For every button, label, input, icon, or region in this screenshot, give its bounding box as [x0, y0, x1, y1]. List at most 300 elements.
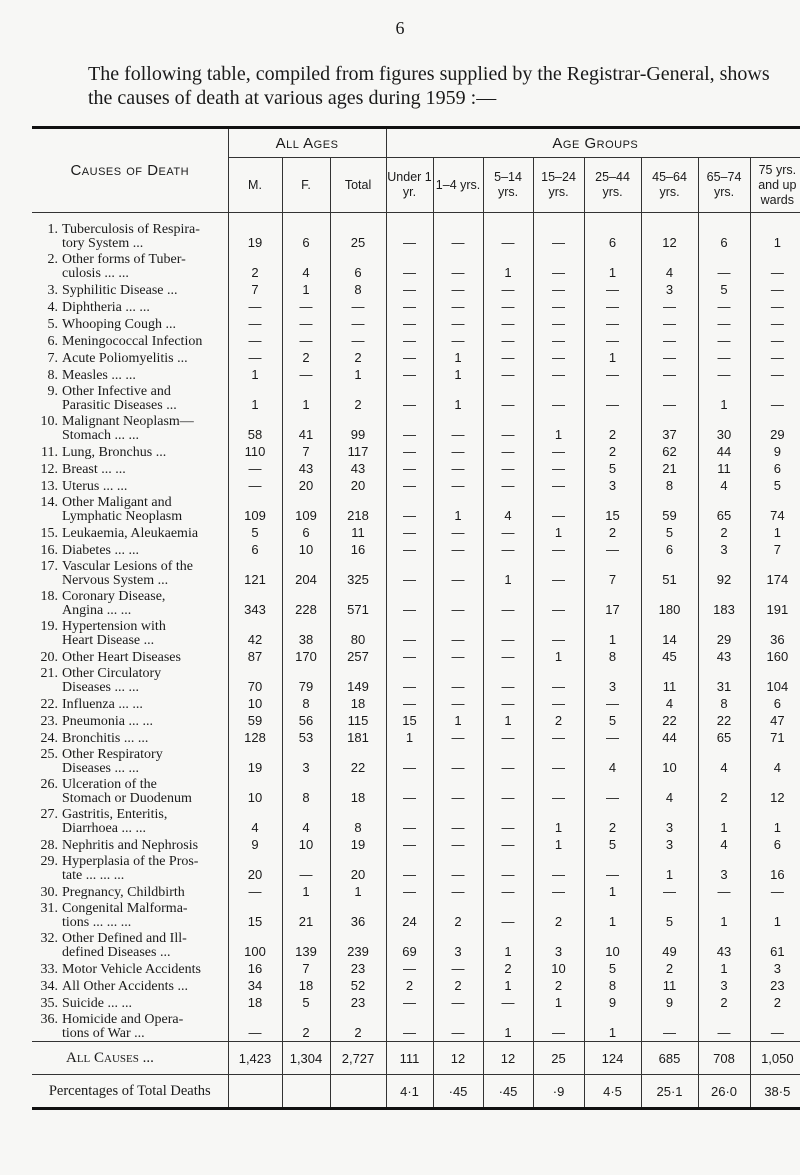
cause-label: Angina ... ...	[62, 604, 132, 618]
value-cell: —	[433, 836, 483, 853]
value-cell: —	[483, 477, 533, 494]
value-cell: 3	[641, 281, 698, 298]
value-cell: —	[386, 460, 433, 477]
value-cell: —	[483, 588, 533, 618]
column-header: F.	[282, 158, 330, 213]
value-cell: —	[386, 332, 433, 349]
value-cell: 109	[228, 494, 282, 524]
cause-cell	[32, 729, 228, 746]
row-number: 11.	[41, 446, 58, 460]
value-cell: 92	[698, 558, 750, 588]
value-cell: 70	[228, 665, 282, 695]
value-cell: —	[533, 349, 584, 366]
value-cell: —	[584, 366, 641, 383]
value-cell: —	[641, 315, 698, 332]
value-cell: 1	[750, 213, 800, 252]
value-cell: 1	[641, 853, 698, 883]
value-cell: 15	[584, 494, 641, 524]
value-cell: —	[282, 366, 330, 383]
row-number: 9.	[47, 385, 58, 399]
value-cell: 36	[330, 900, 386, 930]
value-cell: 20	[330, 477, 386, 494]
value-cell: —	[282, 315, 330, 332]
cause-line	[32, 715, 228, 729]
value-cell: 3	[533, 930, 584, 960]
value-cell: —	[433, 541, 483, 558]
value-cell: —	[386, 695, 433, 712]
value-cell: —	[483, 695, 533, 712]
value-cell: 20	[228, 853, 282, 883]
value-cell: 5	[750, 477, 800, 494]
cause-label: Acute Poliomyelitis ...	[62, 352, 188, 366]
cause-line	[32, 253, 228, 267]
value-cell: 19	[228, 213, 282, 252]
cause-label: Influenza ... ...	[62, 698, 143, 712]
value-cell: —	[750, 883, 800, 900]
value-cell: 6	[282, 524, 330, 541]
value-cell: 87	[228, 648, 282, 665]
value-cell: —	[433, 883, 483, 900]
value-cell: 6	[750, 460, 800, 477]
value-cell: —	[533, 618, 584, 648]
cause-label: Suicide ... ...	[62, 997, 132, 1011]
cause-cell	[32, 213, 228, 252]
value-cell: 6	[282, 213, 330, 252]
value-cell: 44	[698, 443, 750, 460]
cause-label: Congenital Malforma-	[62, 902, 188, 916]
value-cell: 2	[282, 1011, 330, 1042]
value-cell: 80	[330, 618, 386, 648]
cause-line	[32, 732, 228, 746]
value-cell: —	[386, 315, 433, 332]
cause-line	[32, 560, 228, 574]
cause-label: Other Circulatory	[62, 667, 162, 681]
value-cell: 8	[330, 281, 386, 298]
value-cell: 23	[330, 994, 386, 1011]
row-number: 18.	[40, 590, 58, 604]
value-cell: —	[584, 541, 641, 558]
value-cell: 128	[228, 729, 282, 746]
value-cell: —	[228, 332, 282, 349]
row-number: 31.	[40, 902, 58, 916]
value-cell: —	[386, 366, 433, 383]
row-number: 13.	[40, 480, 58, 494]
value-cell: —	[386, 494, 433, 524]
total-value: 12	[433, 1042, 483, 1075]
value-cell: 52	[330, 977, 386, 994]
value-cell: —	[698, 251, 750, 281]
value-cell: 1	[483, 977, 533, 994]
value-cell: 2	[698, 776, 750, 806]
table-row	[32, 494, 800, 524]
value-cell: 5	[584, 836, 641, 853]
value-cell: —	[433, 332, 483, 349]
cause-line	[32, 510, 228, 524]
cause-label: Diseases ... ...	[62, 762, 139, 776]
cause-line	[32, 604, 228, 618]
value-cell: —	[228, 1011, 282, 1042]
cause-label: Other forms of Tuber-	[62, 253, 186, 267]
cause-line	[32, 318, 228, 332]
cause-line	[32, 480, 228, 494]
value-cell: —	[584, 776, 641, 806]
value-cell: 2	[584, 806, 641, 836]
value-cell: —	[483, 746, 533, 776]
row-number: 15.	[40, 527, 58, 541]
cause-line	[32, 748, 228, 762]
cause-line	[32, 335, 228, 349]
value-cell: 16	[750, 853, 800, 883]
value-cell: 110	[228, 443, 282, 460]
cause-label: Ulceration of the	[62, 778, 157, 792]
value-cell: 1	[330, 366, 386, 383]
cause-label: Meningococcal Infection	[62, 335, 203, 349]
value-cell: —	[433, 460, 483, 477]
column-header: 75 yrs. and up wards	[750, 158, 800, 213]
value-cell: —	[433, 213, 483, 252]
value-cell: 8	[330, 806, 386, 836]
cause-line	[32, 681, 228, 695]
value-cell: —	[483, 836, 533, 853]
cause-line	[32, 590, 228, 604]
row-number: 33.	[40, 963, 58, 977]
row-number: 2.	[47, 253, 58, 267]
value-cell: 25	[330, 213, 386, 252]
value-cell: 3	[641, 836, 698, 853]
value-cell: —	[483, 853, 533, 883]
value-cell: 4	[641, 776, 698, 806]
row-number: 1.	[47, 223, 58, 237]
value-cell: 8	[584, 977, 641, 994]
value-cell: —	[533, 383, 584, 413]
cause-label: tate ... ... ...	[62, 869, 125, 883]
row-number: 20.	[40, 651, 58, 665]
value-cell: —	[750, 366, 800, 383]
column-header: Under 1 yr.	[386, 158, 433, 213]
value-cell: 16	[228, 960, 282, 977]
total-value: 111	[386, 1042, 433, 1075]
value-cell: —	[386, 443, 433, 460]
cause-label: Motor Vehicle Accidents	[62, 963, 201, 977]
cause-label: Vascular Lesions of the	[62, 560, 194, 574]
value-cell: —	[386, 524, 433, 541]
value-cell: 12	[641, 213, 698, 252]
value-cell: —	[584, 383, 641, 413]
value-cell: 3	[584, 477, 641, 494]
value-cell: 36	[750, 618, 800, 648]
value-cell: —	[433, 853, 483, 883]
percentage-value: ·9	[533, 1075, 584, 1109]
value-cell: —	[533, 541, 584, 558]
table-row	[32, 836, 800, 853]
value-cell: 4	[698, 746, 750, 776]
value-cell: 71	[750, 729, 800, 746]
value-cell: 24	[386, 900, 433, 930]
table-row	[32, 853, 800, 883]
cause-cell	[32, 836, 228, 853]
cause-line	[32, 223, 228, 237]
table-row	[32, 746, 800, 776]
value-cell: 1	[698, 806, 750, 836]
value-cell: 4	[641, 251, 698, 281]
total-value: 1,304	[282, 1042, 330, 1075]
table-row	[32, 541, 800, 558]
value-cell: —	[433, 298, 483, 315]
cause-label: Lung, Bronchus ...	[62, 446, 167, 460]
cause-cell	[32, 695, 228, 712]
value-cell: —	[533, 251, 584, 281]
table-row	[32, 558, 800, 588]
value-cell: 115	[330, 712, 386, 729]
cause-cell	[32, 383, 228, 413]
table-row	[32, 729, 800, 746]
value-cell: 4	[282, 251, 330, 281]
value-cell: 41	[282, 413, 330, 443]
value-cell: 1	[282, 383, 330, 413]
cause-cell	[32, 665, 228, 695]
value-cell: 16	[330, 541, 386, 558]
cause-label: Other Heart Diseases	[62, 651, 181, 665]
value-cell: 4	[228, 806, 282, 836]
value-cell: —	[584, 853, 641, 883]
value-cell: 14	[641, 618, 698, 648]
cause-label: Stomach or Duodenum	[62, 792, 192, 806]
cause-line	[32, 946, 228, 960]
value-cell: —	[386, 648, 433, 665]
value-cell: —	[483, 383, 533, 413]
row-number: 17.	[40, 560, 58, 574]
value-cell: —	[433, 729, 483, 746]
row-number: 4.	[47, 301, 58, 315]
cause-line	[32, 980, 228, 994]
cause-label: Tuberculosis of Respira-	[62, 223, 200, 237]
cause-label: Heart Disease ...	[62, 634, 155, 648]
table-row	[32, 900, 800, 930]
value-cell: 8	[641, 477, 698, 494]
value-cell: —	[641, 366, 698, 383]
value-cell: 2	[698, 524, 750, 541]
value-cell: 38	[282, 618, 330, 648]
row-number: 14.	[40, 496, 58, 510]
row-number: 12.	[40, 463, 58, 477]
table-row	[32, 665, 800, 695]
value-cell: —	[386, 298, 433, 315]
value-cell: —	[750, 383, 800, 413]
cause-label: Uterus ... ...	[62, 480, 128, 494]
cause-line	[32, 620, 228, 634]
value-cell: 11	[330, 524, 386, 541]
cause-cell	[32, 413, 228, 443]
value-cell: —	[533, 746, 584, 776]
cause-line	[32, 822, 228, 836]
column-header: 15–24 yrs.	[533, 158, 584, 213]
value-cell: 5	[698, 281, 750, 298]
row-number: 7.	[47, 352, 58, 366]
value-cell: —	[533, 853, 584, 883]
cause-cell	[32, 994, 228, 1011]
cause-line	[32, 267, 228, 281]
cause-cell	[32, 315, 228, 332]
value-cell: —	[433, 413, 483, 443]
value-cell: 1	[330, 883, 386, 900]
value-cell: —	[533, 298, 584, 315]
value-cell: —	[750, 251, 800, 281]
column-header: M.	[228, 158, 282, 213]
value-cell: 59	[228, 712, 282, 729]
value-cell: 2	[641, 960, 698, 977]
value-cell: 30	[698, 413, 750, 443]
value-cell: —	[282, 332, 330, 349]
value-cell: 139	[282, 930, 330, 960]
row-number: 8.	[47, 369, 58, 383]
cause-cell	[32, 900, 228, 930]
cause-cell	[32, 776, 228, 806]
value-cell: 4	[750, 746, 800, 776]
percentage-value: ·45	[433, 1075, 483, 1109]
value-cell: 5	[641, 900, 698, 930]
cause-cell	[32, 251, 228, 281]
column-header: 25–44 yrs.	[584, 158, 641, 213]
value-cell: 22	[330, 746, 386, 776]
value-cell: —	[483, 213, 533, 252]
value-cell: 59	[641, 494, 698, 524]
value-cell: —	[483, 900, 533, 930]
value-cell: 1	[483, 251, 533, 281]
value-cell: 160	[750, 648, 800, 665]
value-cell: —	[483, 729, 533, 746]
table-row	[32, 695, 800, 712]
cause-label: Leukaemia, Aleukaemia	[62, 527, 199, 541]
value-cell: 6	[584, 213, 641, 252]
value-cell: 20	[282, 477, 330, 494]
cause-line	[32, 902, 228, 916]
value-cell: 43	[698, 930, 750, 960]
value-cell: 3	[584, 665, 641, 695]
value-cell: —	[698, 332, 750, 349]
value-cell: —	[386, 883, 433, 900]
value-cell: —	[483, 443, 533, 460]
value-cell: —	[228, 460, 282, 477]
cause-label: Measles ... ...	[62, 369, 136, 383]
value-cell: 2	[483, 960, 533, 977]
cause-cell	[32, 960, 228, 977]
cause-label: tory System ...	[62, 237, 144, 251]
value-cell: 343	[228, 588, 282, 618]
value-cell: —	[533, 315, 584, 332]
value-cell: 6	[228, 541, 282, 558]
cause-cell	[32, 648, 228, 665]
value-cell: 2	[533, 977, 584, 994]
row-number: 32.	[40, 932, 58, 946]
cause-line	[32, 855, 228, 869]
value-cell: —	[386, 213, 433, 252]
value-cell: —	[386, 251, 433, 281]
value-cell: 1	[698, 383, 750, 413]
value-cell: 7	[282, 443, 330, 460]
table-row	[32, 460, 800, 477]
value-cell: —	[533, 281, 584, 298]
cause-cell	[32, 618, 228, 648]
value-cell: —	[386, 477, 433, 494]
value-cell: 1	[533, 806, 584, 836]
value-cell: 1	[698, 900, 750, 930]
table-row	[32, 618, 800, 648]
cause-cell	[32, 588, 228, 618]
value-cell: 5	[641, 524, 698, 541]
all-ages-header: All Ages	[228, 128, 386, 158]
row-number: 6.	[47, 335, 58, 349]
total-value: 12	[483, 1042, 533, 1075]
value-cell: —	[433, 665, 483, 695]
value-cell: 2	[330, 1011, 386, 1042]
value-cell: 79	[282, 665, 330, 695]
cause-line	[32, 698, 228, 712]
cause-label: Diphtheria ... ...	[62, 301, 150, 315]
cause-line	[32, 496, 228, 510]
cause-line	[32, 301, 228, 315]
value-cell: —	[483, 665, 533, 695]
row-number: 24.	[40, 732, 58, 746]
value-cell: 8	[584, 648, 641, 665]
value-cell: 18	[282, 977, 330, 994]
cause-line	[32, 574, 228, 588]
cause-label: Whooping Cough ...	[62, 318, 176, 332]
value-cell: 11	[641, 665, 698, 695]
value-cell: —	[433, 477, 483, 494]
value-cell: 69	[386, 930, 433, 960]
cause-label: Other Respiratory	[62, 748, 163, 762]
cause-line	[32, 932, 228, 946]
value-cell: 170	[282, 648, 330, 665]
value-cell: 181	[330, 729, 386, 746]
value-cell: —	[698, 349, 750, 366]
cause-line	[32, 808, 228, 822]
cause-label: Malignant Neoplasm—	[62, 415, 194, 429]
cause-line	[32, 237, 228, 251]
value-cell: 21	[282, 900, 330, 930]
cause-label: Other Maligant and	[62, 496, 172, 510]
value-cell: 9	[641, 994, 698, 1011]
value-cell: 19	[330, 836, 386, 853]
value-cell: 2	[433, 900, 483, 930]
value-cell: 11	[641, 977, 698, 994]
value-cell: —	[641, 298, 698, 315]
value-cell: 1	[282, 883, 330, 900]
percentage-value: 4·1	[386, 1075, 433, 1109]
table-row	[32, 298, 800, 315]
value-cell: 49	[641, 930, 698, 960]
value-cell: —	[750, 315, 800, 332]
row-number: 29.	[40, 855, 58, 869]
value-cell: —	[433, 281, 483, 298]
value-cell: —	[533, 1011, 584, 1042]
value-cell: 4	[641, 695, 698, 712]
value-cell: 18	[330, 776, 386, 806]
value-cell: 1	[228, 383, 282, 413]
value-cell: —	[641, 883, 698, 900]
value-cell: 1	[584, 1011, 641, 1042]
table-row	[32, 960, 800, 977]
percentage-value: 25·1	[641, 1075, 698, 1109]
column-header: 45–64 yrs.	[641, 158, 698, 213]
percentage-value: 26·0	[698, 1075, 750, 1109]
row-number: 5.	[47, 318, 58, 332]
value-cell: 58	[228, 413, 282, 443]
percentage-value	[282, 1075, 330, 1109]
row-number: 26.	[40, 778, 58, 792]
value-cell: 7	[584, 558, 641, 588]
value-cell: 1	[584, 883, 641, 900]
